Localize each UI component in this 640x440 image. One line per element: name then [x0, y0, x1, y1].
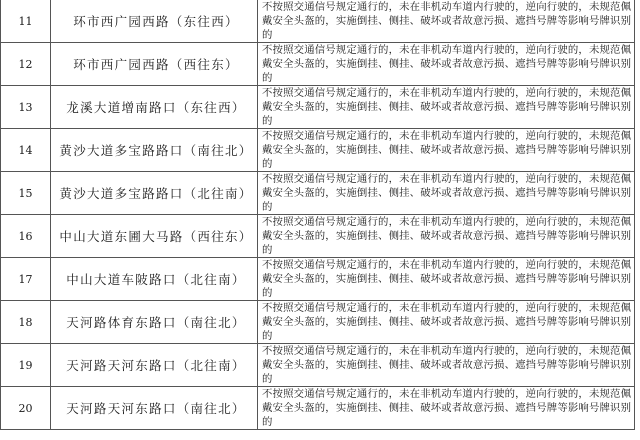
row-number: 20: [1, 387, 51, 430]
row-number: 16: [1, 215, 51, 258]
violation-description: 不按照交通信号规定通行的，未在非机动车道内行驶的，逆向行驶的，未规范佩戴安全头盔的，实施倒挂、侧挂、破坏或者故意污损、遮挡号牌等影响号牌识别的: [258, 129, 635, 172]
violation-description: 不按照交通信号规定通行的，未在非机动车道内行驶的，逆向行驶的，未规范佩戴安全头盔的，实施倒挂、侧挂、破坏或者故意污损、遮挡号牌等影响号牌识别的: [258, 387, 635, 430]
location-cell: 环市西广园西路（西往东）: [51, 43, 258, 86]
location-cell: 黄沙大道多宝路路口（北往南）: [51, 172, 258, 215]
violation-description: 不按照交通信号规定通行的，未在非机动车道内行驶的，逆向行驶的，未规范佩戴安全头盔的，实施倒挂、侧挂、破坏或者故意污损、遮挡号牌等影响号牌识别的: [258, 301, 635, 344]
violation-description: 不按照交通信号规定通行的，未在非机动车道内行驶的，逆向行驶的，未规范佩戴安全头盔的，实施倒挂、侧挂、破坏或者故意污损、遮挡号牌等影响号牌识别的: [258, 258, 635, 301]
row-number: 19: [1, 344, 51, 387]
violation-description: 不按照交通信号规定通行的，未在非机动车道内行驶的，逆向行驶的，未规范佩戴安全头盔的，实施倒挂、侧挂、破坏或者故意污损、遮挡号牌等影响号牌识别的: [258, 344, 635, 387]
location-cell: 中山大道车陂路口（北往南）: [51, 258, 258, 301]
location-cell: 中山大道东圃大马路（西往东）: [51, 215, 258, 258]
location-cell: 黄沙大道多宝路路口（南往北）: [51, 129, 258, 172]
location-cell: 天河路天河东路口（南往北）: [51, 387, 258, 430]
location-cell: 环市西广园西路（东往西）: [51, 0, 258, 43]
row-number: 12: [1, 43, 51, 86]
table-row: [1, 0, 635, 43]
row-number: 14: [1, 129, 51, 172]
location-cell: 天河路天河东路口（北往南）: [51, 344, 258, 387]
table-row: [1, 86, 635, 129]
table-row: [1, 215, 635, 258]
violation-description: 不按照交通信号规定通行的，未在非机动车道内行驶的，逆向行驶的，未规范佩戴安全头盔的，实施倒挂、侧挂、破坏或者故意污损、遮挡号牌等影响号牌识别的: [258, 215, 635, 258]
row-number: 13: [1, 86, 51, 129]
table-row: [1, 172, 635, 215]
table-row: [1, 258, 635, 301]
row-number: 15: [1, 172, 51, 215]
violation-description: 不按照交通信号规定通行的，未在非机动车道内行驶的，逆向行驶的，未规范佩戴安全头盔的，实施倒挂、侧挂、破坏或者故意污损、遮挡号牌等影响号牌识别的: [258, 172, 635, 215]
table-body: [1, 0, 635, 430]
row-number: 18: [1, 301, 51, 344]
table-row: [1, 129, 635, 172]
location-cell: 天河路体育东路口（南往北）: [51, 301, 258, 344]
row-number: 17: [1, 258, 51, 301]
table-row: [1, 43, 635, 86]
table-row: [1, 387, 635, 430]
violation-description: 不按照交通信号规定通行的，未在非机动车道内行驶的，逆向行驶的，未规范佩戴安全头盔的，实施倒挂、侧挂、破坏或者故意污损、遮挡号牌等影响号牌识别的: [258, 0, 635, 43]
location-cell: 龙溪大道增南路口（东往西）: [51, 86, 258, 129]
table-row: [1, 344, 635, 387]
row-number: 11: [1, 0, 51, 43]
violation-description: 不按照交通信号规定通行的，未在非机动车道内行驶的，逆向行驶的，未规范佩戴安全头盔的，实施倒挂、侧挂、破坏或者故意污损、遮挡号牌等影响号牌识别的: [258, 86, 635, 129]
violation-description: 不按照交通信号规定通行的，未在非机动车道内行驶的，逆向行驶的，未规范佩戴安全头盔的，实施倒挂、侧挂、破坏或者故意污损、遮挡号牌等影响号牌识别的: [258, 43, 635, 86]
table-row: [1, 301, 635, 344]
